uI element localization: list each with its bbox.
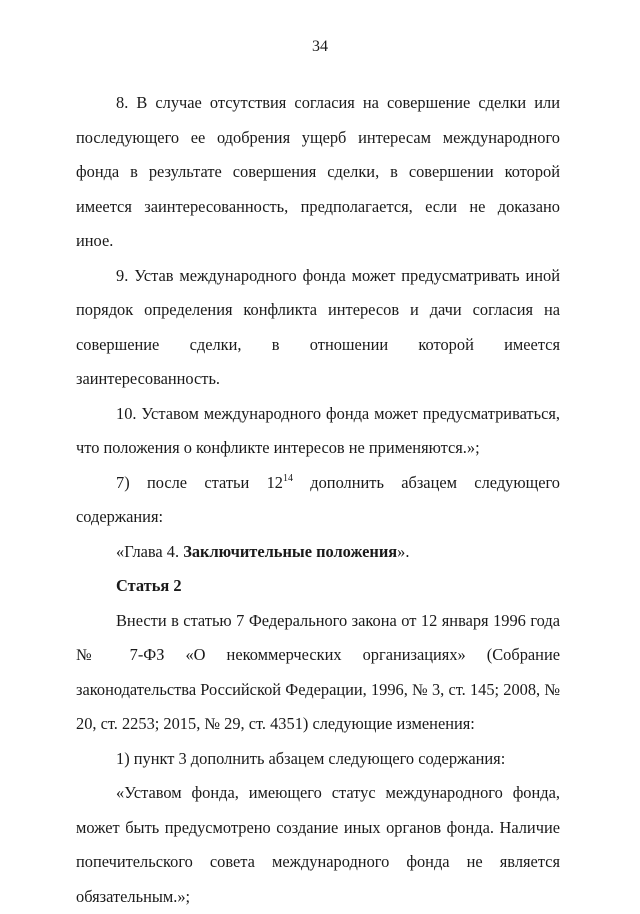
page-number: 34 <box>312 38 328 55</box>
quoted-paragraph: «Уставом фонда, имеющего статус международного фонда, может быть предусмотрено создание иных органов фонда. Наличие попечительского совета международного фонда не является обязательным.»; <box>76 783 560 906</box>
chapter-line <box>76 535 560 570</box>
paragraph-8: 8. В случае отсутствия согласия на совершение сделки или последующего ее одобрения ущерб интересам международного фонда в результате совершения сделки, в совершении которой имеется заинтересованность, предполагается, если не доказано иное. <box>76 93 560 250</box>
paragraph-10: 10. Уставом международного фонда может предусматриваться, что положения о конфликте интересов не применяются.»; <box>76 403 560 457</box>
item-7-superscript: 14 <box>282 472 293 484</box>
paragraph-9: 9. Устав международного фонда может предусматривать иной порядок определения конфликта интересов и дачи согласия на совершение сделки, в отношении которой имеется заинтересованность. <box>76 265 560 388</box>
chapter-prefix: «Глава 4. <box>116 541 184 561</box>
paragraph-item-1: 1) пункт 3 дополнить абзацем следующего содержания: <box>116 748 506 768</box>
item-7-text-before: 7) после статьи 12 <box>116 472 283 492</box>
chapter-suffix: ». <box>397 541 410 561</box>
document-body <box>76 86 560 914</box>
paragraph-item-7 <box>76 466 560 535</box>
article-intro: Внести в статью 7 Федерального закона от 12 января 1996 года № 7-ФЗ «О некоммерческих организациях» (Собрание законодательства Российской Федерации, 1996, № 3, ст. 145; 2008, № 20, ст. 2253; 2015, № 29, ст. 4351) следующие изменения: <box>76 610 560 733</box>
item-7-text-after: дополнить абзацем следующего содержания: <box>76 472 561 526</box>
article-heading: Статья 2 <box>116 576 182 595</box>
chapter-title: Заключительные положения <box>183 541 398 561</box>
